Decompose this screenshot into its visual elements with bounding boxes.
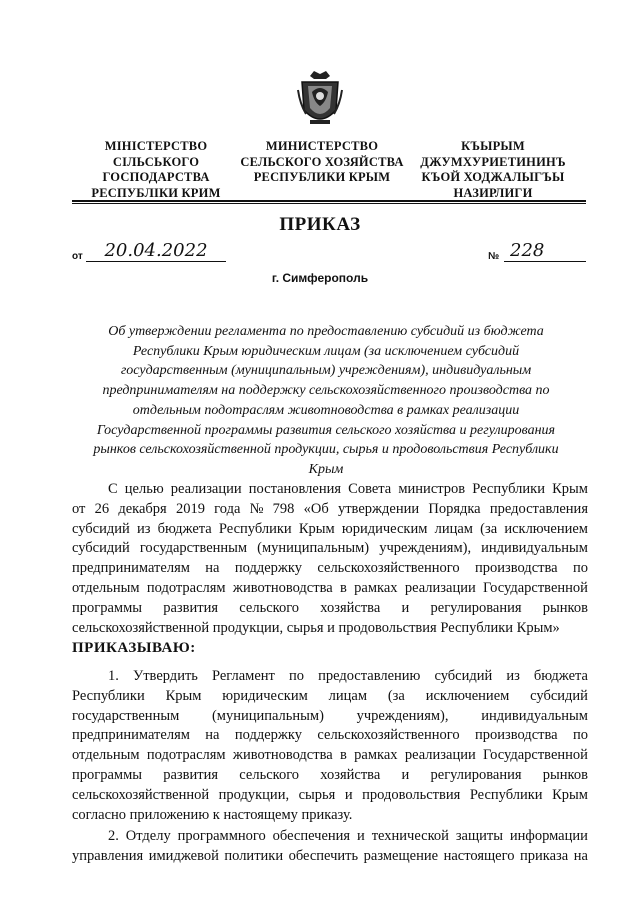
subject-line: Об утверждении регламента по предоставлению субсидий из бюджета bbox=[108, 324, 544, 339]
word: хозяйства bbox=[320, 766, 381, 783]
word: производства bbox=[474, 727, 558, 744]
word: индивидуальным bbox=[481, 707, 588, 724]
word: бюджета bbox=[157, 520, 212, 537]
word: регулирования bbox=[430, 766, 522, 783]
word: по bbox=[288, 668, 304, 684]
word: лицам bbox=[328, 687, 367, 704]
word: учреждениям), bbox=[379, 540, 472, 557]
word: предоставления bbox=[489, 500, 588, 517]
word: развития bbox=[163, 599, 219, 616]
word: Отделу bbox=[125, 828, 171, 844]
word: индивидуальным bbox=[481, 540, 588, 557]
word: предпринимателям bbox=[72, 727, 190, 744]
word: Республики bbox=[218, 520, 292, 537]
word: приказа bbox=[519, 847, 569, 864]
item1-line bbox=[72, 726, 588, 746]
city-name: г. Симферополь bbox=[271, 271, 369, 285]
header-line: КЪОЙ ХОДЖАЛЫГЪЫ bbox=[421, 170, 565, 184]
header-line: РЕСПУБЛИКИ КРЫМ bbox=[253, 170, 391, 184]
word: Регламент bbox=[211, 668, 275, 684]
preamble-line bbox=[72, 579, 588, 599]
word: программы bbox=[72, 599, 142, 616]
word: Республики bbox=[472, 481, 545, 497]
word: Крым bbox=[298, 520, 335, 537]
preamble-line bbox=[72, 599, 588, 619]
word: имиджевой bbox=[148, 847, 219, 864]
word: (муниципальным) bbox=[211, 707, 324, 724]
word: рамках bbox=[354, 579, 398, 596]
word: управления bbox=[72, 847, 144, 864]
word: реализации bbox=[404, 579, 476, 596]
word: Государственной bbox=[483, 747, 588, 764]
header-line: ДЖУМХУРИЕТИНИНЪ bbox=[420, 154, 566, 169]
word: по bbox=[572, 727, 588, 744]
word: юридическим bbox=[341, 520, 428, 537]
date-value: 20.04.2022 bbox=[86, 240, 226, 262]
order-item-2 bbox=[72, 827, 588, 867]
word: лицам bbox=[434, 520, 473, 537]
item1-line bbox=[72, 707, 588, 727]
word: по bbox=[572, 560, 588, 577]
header-line: КЪЫРЫМ bbox=[461, 139, 525, 153]
word: и bbox=[401, 766, 410, 783]
word: и bbox=[344, 786, 353, 803]
subject-line: отдельным подотраслям животноводства в рамках реализации bbox=[132, 402, 520, 418]
word: юридическим bbox=[222, 687, 308, 704]
document-subject bbox=[84, 322, 568, 480]
word: декабря bbox=[118, 500, 167, 517]
header-line: МИНИСТЕРСТВО bbox=[265, 139, 379, 153]
word: рамках bbox=[354, 747, 398, 764]
preamble-line bbox=[72, 559, 588, 579]
word: поддержку bbox=[234, 727, 303, 744]
order-item-1 bbox=[72, 667, 588, 825]
word: реализации bbox=[404, 747, 476, 764]
word: бюджета bbox=[533, 668, 588, 684]
word: (за bbox=[387, 687, 405, 704]
word: сельского bbox=[239, 766, 300, 783]
subject-line: Республики Крым юридическим лицам (за исключением субсидий bbox=[132, 343, 520, 359]
word: исключением bbox=[425, 687, 510, 704]
word: в bbox=[340, 747, 347, 764]
word: в bbox=[340, 579, 347, 596]
preamble-paragraph bbox=[72, 480, 588, 638]
word: животноводства bbox=[232, 747, 333, 764]
item1-line bbox=[72, 786, 588, 806]
word: субсидий bbox=[72, 520, 130, 537]
word: технической bbox=[371, 828, 449, 844]
header-line: РЕСПУБЛІКИ КРИМ bbox=[91, 185, 221, 200]
word: рынков bbox=[542, 766, 588, 783]
word: субсидий bbox=[434, 668, 493, 684]
word: подотраслям bbox=[146, 579, 226, 596]
word: 26 bbox=[94, 500, 110, 517]
word: министров bbox=[398, 481, 466, 497]
word: регулирования bbox=[430, 599, 522, 616]
header-line: СІЛЬСЬКОГО bbox=[112, 154, 200, 169]
word: обеспечить bbox=[288, 847, 359, 864]
word: развития bbox=[163, 766, 219, 783]
word: субсидий bbox=[530, 687, 588, 704]
word: от bbox=[72, 500, 86, 517]
preamble-line bbox=[72, 500, 588, 520]
preamble-line: сельскохозяйственной продукции, сырья и продовольствия Республики Крым» bbox=[72, 619, 560, 636]
word: размещение bbox=[363, 847, 439, 864]
preamble-line bbox=[72, 539, 588, 559]
item1-line bbox=[72, 687, 588, 707]
word: целью bbox=[124, 481, 164, 497]
word: отдельным bbox=[72, 579, 140, 596]
header-line: ГОСПОДАРСТВА bbox=[102, 170, 210, 184]
word: Совета bbox=[348, 481, 392, 497]
word: поддержку bbox=[234, 560, 303, 577]
subject-line: государственным (муниципальным) учреждениям), индивидуальным bbox=[120, 363, 532, 379]
word: политики bbox=[224, 847, 284, 864]
word: С bbox=[108, 481, 118, 497]
subject-line: предпринимателям на поддержку сельскохозяйственного производства по bbox=[102, 383, 550, 399]
word: учреждениям), bbox=[356, 707, 449, 724]
word: программы bbox=[72, 766, 142, 783]
item1-line bbox=[72, 667, 588, 687]
word: (за bbox=[480, 520, 498, 537]
subject-line: Крым bbox=[308, 461, 344, 477]
word: защиты bbox=[455, 828, 503, 844]
word: хозяйства bbox=[320, 599, 381, 616]
word: сельского bbox=[239, 599, 300, 616]
word: программного bbox=[177, 828, 266, 844]
header-ministry-russian bbox=[238, 139, 406, 186]
word: из bbox=[506, 668, 520, 684]
word: Крым bbox=[552, 786, 588, 803]
word: 1. bbox=[108, 668, 119, 684]
preamble-line bbox=[72, 520, 588, 540]
coat-of-arms-emblem bbox=[296, 70, 344, 130]
word: Порядка bbox=[428, 500, 481, 517]
word: производства bbox=[474, 560, 558, 577]
date-label: от bbox=[72, 251, 83, 262]
preamble-line bbox=[72, 480, 588, 500]
word: Утвердить bbox=[132, 668, 198, 684]
header-line: СЕЛЬСКОГО ХОЗЯЙСТВА bbox=[240, 154, 404, 169]
word: на bbox=[205, 727, 220, 744]
word: предоставлению bbox=[318, 668, 421, 684]
word: государственным bbox=[139, 540, 248, 557]
header-divider-thick bbox=[72, 200, 586, 202]
item2-line bbox=[72, 827, 588, 847]
word: постановления bbox=[248, 481, 342, 497]
header-line: МІНІСТЕРСТВО bbox=[104, 139, 208, 153]
word: (муниципальным) bbox=[257, 540, 370, 557]
item1-line bbox=[72, 746, 588, 766]
word: настоящего bbox=[443, 847, 515, 864]
word: Республики bbox=[72, 687, 145, 704]
word: отдельным bbox=[72, 747, 140, 764]
word: подотраслям bbox=[146, 747, 226, 764]
word: субсидий bbox=[72, 540, 130, 557]
word: утверждении bbox=[337, 500, 420, 517]
word: № bbox=[249, 500, 264, 517]
word: «Об bbox=[303, 500, 329, 517]
header-ministry-ukrainian bbox=[82, 139, 230, 201]
word: 2019 bbox=[175, 500, 205, 517]
header-ministry-crimean-tatar bbox=[418, 139, 568, 201]
word: сельскохозяйственного bbox=[317, 727, 460, 744]
word: на bbox=[573, 847, 588, 864]
order-heading: ПРИКАЗЫВАЮ: bbox=[72, 640, 196, 656]
word: 2. bbox=[108, 828, 119, 844]
word: 798 bbox=[272, 500, 295, 517]
word: животноводства bbox=[232, 579, 333, 596]
word: и bbox=[401, 599, 410, 616]
header-line: НАЗИРЛИГИ bbox=[453, 185, 533, 200]
item1-line: согласно приложению к настоящему приказу. bbox=[72, 806, 353, 823]
word: Крым bbox=[552, 481, 588, 497]
word: на bbox=[205, 560, 220, 577]
word: реализации bbox=[170, 481, 242, 497]
word: и bbox=[357, 828, 365, 844]
word: продовольствия bbox=[362, 786, 461, 803]
number-value: 228 bbox=[504, 240, 586, 262]
word: продукции, bbox=[218, 786, 290, 803]
subject-line: Государственной программы развития сельского хозяйства и регулирования bbox=[96, 422, 556, 438]
word: предпринимателям bbox=[72, 560, 190, 577]
number-label: № bbox=[488, 251, 500, 262]
document-title: ПРИКАЗ bbox=[279, 214, 361, 235]
word: сельскохозяйственного bbox=[317, 560, 460, 577]
header-divider-thin bbox=[72, 203, 586, 204]
word: Крым bbox=[165, 687, 202, 704]
word: из bbox=[136, 520, 151, 537]
word: Государственной bbox=[483, 579, 588, 596]
word: информации bbox=[509, 828, 588, 844]
word: рынков bbox=[542, 599, 588, 616]
word: государственным bbox=[72, 707, 180, 724]
word: года bbox=[214, 500, 241, 517]
word: сырья bbox=[298, 786, 336, 803]
word: Республики bbox=[469, 786, 543, 803]
subject-line: рынков сельскохозяйственной продукции, сырья и продовольствия Республики bbox=[93, 442, 559, 458]
item1-line bbox=[72, 766, 588, 786]
word: обеспечения bbox=[272, 828, 351, 844]
word: исключением bbox=[504, 520, 588, 537]
item2-line bbox=[72, 847, 588, 867]
word: сельскохозяйственной bbox=[72, 786, 210, 803]
